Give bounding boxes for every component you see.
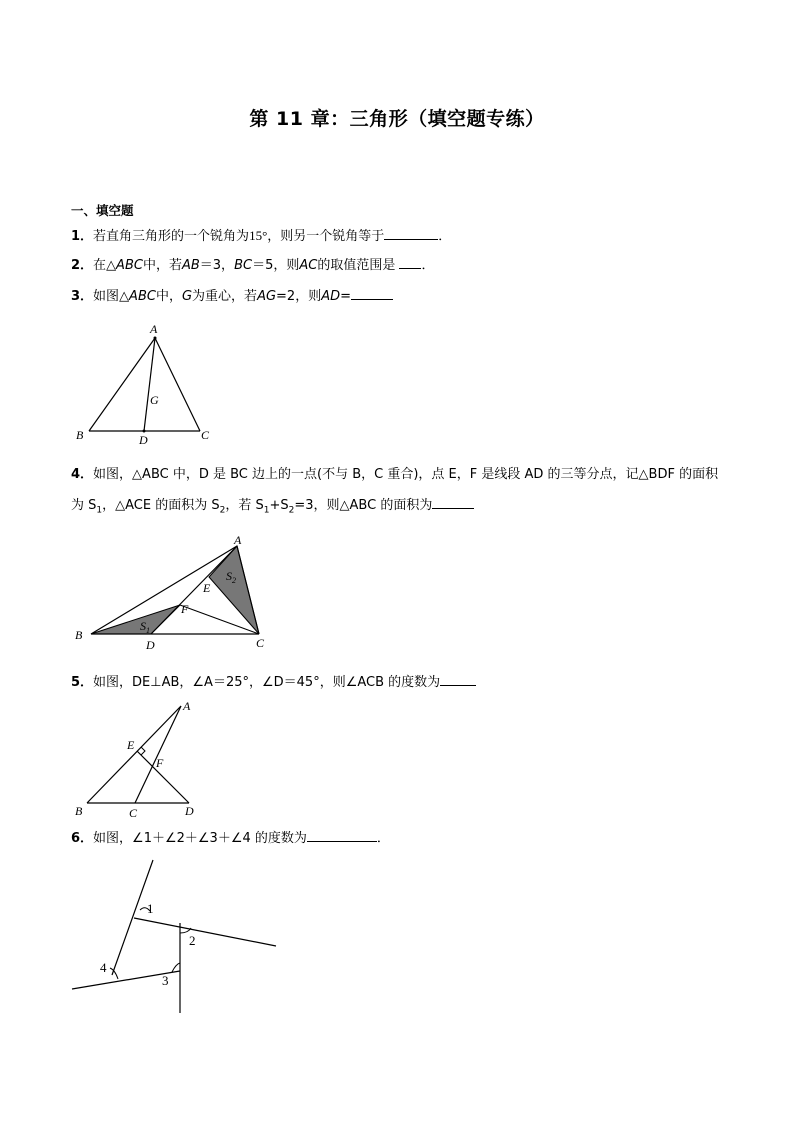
vertex-a bbox=[154, 337, 157, 340]
math-symbol: AD bbox=[321, 289, 341, 304]
label-f: F bbox=[156, 756, 164, 770]
label-a: A bbox=[234, 533, 242, 547]
label-g: G bbox=[150, 393, 159, 407]
subscript: 1 bbox=[96, 505, 103, 516]
question-number: 4． bbox=[71, 467, 94, 482]
question-text: 若直角三角形的一个锐角为 bbox=[93, 229, 250, 244]
section-heading: 一、填空题 bbox=[71, 203, 134, 218]
label-a: A bbox=[150, 322, 158, 336]
question-text: 为 S bbox=[71, 498, 97, 513]
punctuation: ． bbox=[438, 229, 452, 244]
shaded-s1 bbox=[91, 605, 180, 634]
question-3 bbox=[71, 287, 393, 307]
question-1 bbox=[71, 226, 451, 247]
label-4: 4 bbox=[100, 960, 107, 975]
label-b: B bbox=[75, 628, 83, 642]
label-3: 3 bbox=[162, 973, 169, 988]
label-c: C bbox=[129, 806, 138, 820]
label-b: B bbox=[75, 804, 83, 818]
question-text: 中，若 bbox=[142, 258, 182, 273]
question-2 bbox=[71, 256, 435, 276]
right-angle-mark bbox=[141, 747, 145, 755]
label-s2: $S_2$ bbox=[226, 569, 236, 585]
question-6 bbox=[71, 829, 390, 849]
question-text: =2，则 bbox=[276, 289, 322, 304]
label-e: E bbox=[127, 738, 135, 752]
math-symbol: AB bbox=[181, 258, 200, 273]
label-e: E bbox=[203, 581, 211, 595]
question-text: ＝3， bbox=[199, 258, 235, 273]
label-a: A bbox=[183, 699, 191, 713]
figure-3-triangle bbox=[70, 318, 220, 448]
label-2: 2 bbox=[189, 933, 196, 948]
math-symbol: AC bbox=[299, 258, 318, 273]
subscript: 2 bbox=[219, 505, 226, 516]
question-text: 为重心，若 bbox=[192, 289, 258, 304]
question-number: 2． bbox=[71, 258, 94, 273]
question-text: 中， bbox=[155, 289, 182, 304]
question-4-line-2 bbox=[71, 496, 474, 521]
label-b: B bbox=[76, 428, 84, 442]
label-s1: $S_1$ bbox=[140, 619, 150, 635]
question-text: ＝5，则 bbox=[252, 258, 300, 273]
answer-blank[interactable] bbox=[399, 256, 421, 269]
answer-blank[interactable] bbox=[440, 673, 476, 686]
value: 15° bbox=[249, 228, 268, 243]
segment-ab bbox=[87, 706, 181, 803]
punctuation: ． bbox=[421, 258, 435, 273]
subscript: 2 bbox=[288, 505, 295, 516]
math-symbol: BC bbox=[234, 258, 253, 273]
question-number: 3． bbox=[71, 289, 94, 304]
shaded-s2 bbox=[209, 546, 259, 634]
question-5 bbox=[71, 673, 476, 693]
question-text: 如图 bbox=[93, 289, 120, 304]
question-text: 的取值范围是 bbox=[317, 258, 396, 273]
answer-blank[interactable] bbox=[351, 287, 393, 300]
punctuation: ． bbox=[376, 831, 390, 846]
line-2 bbox=[134, 918, 276, 946]
question-number: 5． bbox=[71, 675, 94, 690]
page-title: 第 11 章：三角形（填空题专练） bbox=[249, 108, 545, 130]
label-d: D bbox=[185, 804, 194, 818]
question-text: 如图，△ABC 中，D 是 BC 边上的一点(不与 B，C 重合)，点 E，F 是线段 AD 的三等分点，记△BDF 的面积 bbox=[93, 467, 719, 482]
label-c: C bbox=[201, 428, 210, 442]
question-4-line-1 bbox=[71, 465, 718, 485]
label-d: D bbox=[146, 638, 155, 652]
question-text: +S bbox=[269, 498, 289, 513]
question-text: 在 bbox=[93, 258, 107, 273]
figure-5-triangles bbox=[70, 698, 210, 822]
question-number: 6． bbox=[71, 831, 94, 846]
label-f: F bbox=[181, 602, 189, 616]
math-symbol: △ABC bbox=[119, 289, 156, 304]
figure-4-triangle bbox=[70, 530, 280, 655]
math-symbol: △ABC bbox=[106, 258, 143, 273]
question-text: 如图，DE⊥AB，∠A＝25°，∠D＝45°，则∠ACB 的度数为 bbox=[93, 675, 441, 690]
question-text: ，若 S bbox=[225, 498, 264, 513]
subscript: 1 bbox=[263, 505, 270, 516]
answer-blank[interactable] bbox=[384, 227, 438, 240]
line-1 bbox=[112, 860, 153, 975]
label-c: C bbox=[256, 636, 265, 650]
answer-blank[interactable] bbox=[432, 496, 474, 509]
question-text: 如图，∠1＋∠2＋∠3＋∠4 的度数为 bbox=[93, 831, 307, 846]
question-number: 1． bbox=[71, 229, 94, 244]
math-symbol: G bbox=[181, 289, 193, 304]
question-text: =3，则△ABC 的面积为 bbox=[294, 498, 433, 513]
question-text: = bbox=[340, 289, 352, 304]
question-text: ，△ACE 的面积为 S bbox=[102, 498, 220, 513]
question-text: ，则另一个锐角等于 bbox=[267, 229, 385, 244]
figure-6-angles bbox=[70, 855, 285, 1020]
side-ac bbox=[155, 338, 200, 431]
math-symbol: AG bbox=[257, 289, 277, 304]
answer-blank[interactable] bbox=[307, 829, 377, 842]
label-d: D bbox=[139, 433, 148, 447]
label-1: 1 bbox=[147, 901, 154, 916]
